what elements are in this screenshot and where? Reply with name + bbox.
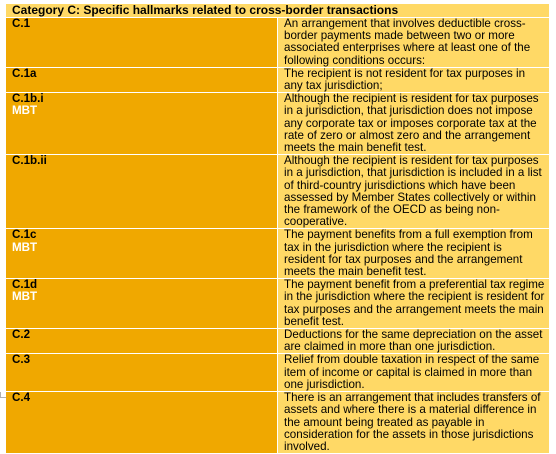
hallmark-code-cell bbox=[6, 18, 278, 68]
hallmark-code-cell bbox=[6, 329, 278, 354]
hallmark-code: C.1 bbox=[12, 17, 31, 30]
table-row bbox=[6, 329, 550, 354]
hallmark-description: The payment benefit from a preferential tax regime in the jurisdiction where the recipient is resident for tax purposes and the arrangement meets the main benefit test. bbox=[278, 279, 550, 329]
hallmarks-table bbox=[5, 3, 550, 454]
hallmark-description: Although the recipient is resident for tax purposes in a jurisdiction, that jurisdiction does not impose any corporate tax or imposes corporate tax at the rate of zero or almost zero and the arrangement meets the main benefit test. bbox=[278, 93, 550, 155]
hallmark-description: An arrangement that involves deductible cross-border payments made between two or more associated enterprises where at least one of the following conditions occurs: bbox=[278, 18, 550, 68]
table-header-row bbox=[6, 4, 550, 18]
page-corner-mark bbox=[0, 392, 6, 398]
hallmark-code: C.1d bbox=[12, 278, 38, 292]
hallmark-code-cell bbox=[6, 155, 278, 229]
hallmark-description: Relief from double taxation in respect of the same item of income or capital is claimed in more than one jurisdiction. bbox=[278, 354, 550, 392]
hallmark-code: C.2 bbox=[12, 328, 31, 342]
hallmark-description: The recipient is not resident for tax purposes in any tax jurisdiction; bbox=[278, 67, 550, 92]
hallmark-code-cell bbox=[6, 229, 278, 279]
hallmark-code: C.1b.ii bbox=[12, 154, 47, 168]
hallmark-code: C.1c bbox=[12, 228, 37, 242]
hallmark-code-cell bbox=[6, 93, 278, 155]
hallmark-description: There is an arrangement that includes transfers of assets and where there is a material difference in the amount being treated as payable in consideration for the assets in those jurisdictions involved. bbox=[278, 392, 550, 454]
hallmark-code-cell bbox=[6, 67, 278, 92]
table-row bbox=[6, 155, 550, 229]
table-row bbox=[6, 18, 550, 68]
hallmark-code: C.3 bbox=[12, 353, 31, 367]
mbt-tag: MBT bbox=[12, 104, 38, 118]
table-row bbox=[6, 67, 550, 92]
table-row bbox=[6, 229, 550, 279]
hallmark-code: C.1b.i bbox=[12, 92, 44, 106]
hallmark-code-cell bbox=[6, 354, 278, 392]
table-title: Category C: Specific hallmarks related to cross-border transactions bbox=[6, 4, 550, 18]
hallmark-description: Deductions for the same depreciation on the asset are claimed in more than one jurisdiction. bbox=[278, 329, 550, 354]
hallmark-code: C.4 bbox=[12, 391, 31, 405]
hallmark-description: Although the recipient is resident for tax purposes in a jurisdiction, that jurisdiction is included in a list of third-country jurisdictions which have been assessed by Member States collectively or within the framework of the OECD as being non-cooperative. bbox=[278, 155, 550, 229]
hallmark-code-cell bbox=[6, 279, 278, 329]
table-row bbox=[6, 93, 550, 155]
mbt-tag: MBT bbox=[12, 240, 38, 254]
table-row bbox=[6, 354, 550, 392]
mbt-tag: MBT bbox=[12, 290, 38, 304]
hallmark-description: The payment benefits from a full exemption from tax in the jurisdiction where the recipient is resident for tax purposes and the arrangement meets the main benefit test. bbox=[278, 229, 550, 279]
hallmark-code: C.1a bbox=[12, 66, 37, 80]
table-row bbox=[6, 392, 550, 454]
table-row bbox=[6, 279, 550, 329]
hallmark-code-cell bbox=[6, 392, 278, 454]
